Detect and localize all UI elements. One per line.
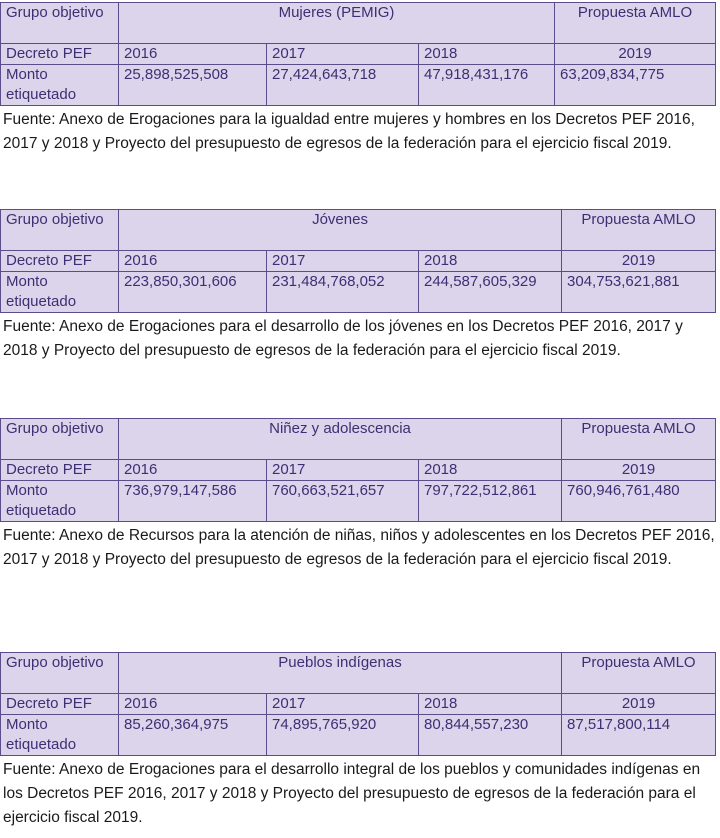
year-2018: 2018 [419,251,562,272]
amount-2017: 760,663,521,657 [267,481,419,522]
group-name: Mujeres (PEMIG) [119,3,555,44]
grupo-objetivo-label: Grupo objetivo [1,419,119,460]
year-2019: 2019 [562,694,716,715]
year-2018: 2018 [419,694,562,715]
years-row [1,44,716,65]
amount-2016: 223,850,301,606 [119,272,267,313]
decreto-pef-label: Decreto PEF [1,694,119,715]
amount-row [1,481,716,522]
decreto-pef-label: Decreto PEF [1,251,119,272]
header-row [1,3,716,44]
propuesta-label: Propuesta AMLO [562,210,716,251]
monto-etiquetado-label: Monto etiquetado [1,65,119,106]
budget-table-mujeres [0,2,716,106]
monto-etiquetado-label: Monto etiquetado [1,481,119,522]
header-row [1,419,716,460]
table-block-mujeres [0,2,720,156]
source-note: Fuente: Anexo de Erogaciones para la igualdad entre mujeres y hombres en los Decretos PEF 2016, 2017 y 2018 y Proyecto del presupuesto de egresos de la federación para el ejercicio fiscal 2019. [3,111,695,152]
group-name: Niñez y adolescencia [119,419,562,460]
year-2019: 2019 [562,460,716,481]
year-2016: 2016 [119,694,267,715]
year-2019: 2019 [562,251,716,272]
amount-2018: 244,587,605,329 [419,272,562,313]
year-2017: 2017 [267,44,419,65]
source-note: Fuente: Anexo de Recursos para la atención de niñas, niños y adolescentes en los Decretos PEF 2016, 2017 y 2018 y Proyecto del presupuesto de egresos de la federación para el ejercicio fiscal 2019. [3,527,715,568]
monto-etiquetado-label: Monto etiquetado [1,272,119,313]
decreto-pef-label: Decreto PEF [1,460,119,481]
amount-row [1,272,716,313]
budget-table-ninez [0,418,716,522]
source-note: Fuente: Anexo de Erogaciones para el desarrollo integral de los pueblos y comunidades indígenas en los Decretos PEF 2016, 2017 y 2018 y Proyecto del presupuesto de egresos de la federación para el ejercicio fiscal 2019. [3,761,701,826]
table-block-ninez [0,418,720,572]
header-row [1,653,716,694]
year-2018: 2018 [419,460,562,481]
propuesta-label: Propuesta AMLO [562,419,716,460]
years-row [1,460,716,481]
year-2016: 2016 [119,460,267,481]
amount-2017: 27,424,643,718 [267,65,419,106]
amount-2019: 304,753,621,881 [562,272,716,313]
years-row [1,251,716,272]
amount-2018: 47,918,431,176 [419,65,555,106]
year-2016: 2016 [119,44,267,65]
propuesta-label: Propuesta AMLO [562,653,716,694]
budget-table-pueblos [0,652,716,756]
source-note: Fuente: Anexo de Erogaciones para el desarrollo de los jóvenes en los Decretos PEF 2016, 2017 y 2018 y Proyecto del presupuesto de egresos de la federación para el ejercicio fiscal 2019. [3,318,683,359]
group-name: Jóvenes [119,210,562,251]
amount-2016: 85,260,364,975 [119,715,267,756]
amount-row [1,715,716,756]
amount-2017: 231,484,768,052 [267,272,419,313]
budget-table-jovenes [0,209,716,313]
amount-2016: 25,898,525,508 [119,65,267,106]
amount-2017: 74,895,765,920 [267,715,419,756]
propuesta-label: Propuesta AMLO [555,3,716,44]
grupo-objetivo-label: Grupo objetivo [1,3,119,44]
header-row [1,210,716,251]
amount-2019: 760,946,761,480 [562,481,716,522]
table-block-pueblos [0,652,720,830]
years-row [1,694,716,715]
monto-etiquetado-label: Monto etiquetado [1,715,119,756]
year-2016: 2016 [119,251,267,272]
year-2017: 2017 [267,694,419,715]
year-2018: 2018 [419,44,555,65]
amount-row [1,65,716,106]
amount-2018: 797,722,512,861 [419,481,562,522]
amount-2016: 736,979,147,586 [119,481,267,522]
year-2017: 2017 [267,251,419,272]
year-2017: 2017 [267,460,419,481]
table-block-jovenes [0,209,720,363]
year-2019: 2019 [555,44,716,65]
decreto-pef-label: Decreto PEF [1,44,119,65]
amount-2019: 63,209,834,775 [555,65,716,106]
grupo-objetivo-label: Grupo objetivo [1,210,119,251]
amount-2018: 80,844,557,230 [419,715,562,756]
group-name: Pueblos indígenas [119,653,562,694]
grupo-objetivo-label: Grupo objetivo [1,653,119,694]
amount-2019: 87,517,800,114 [562,715,716,756]
